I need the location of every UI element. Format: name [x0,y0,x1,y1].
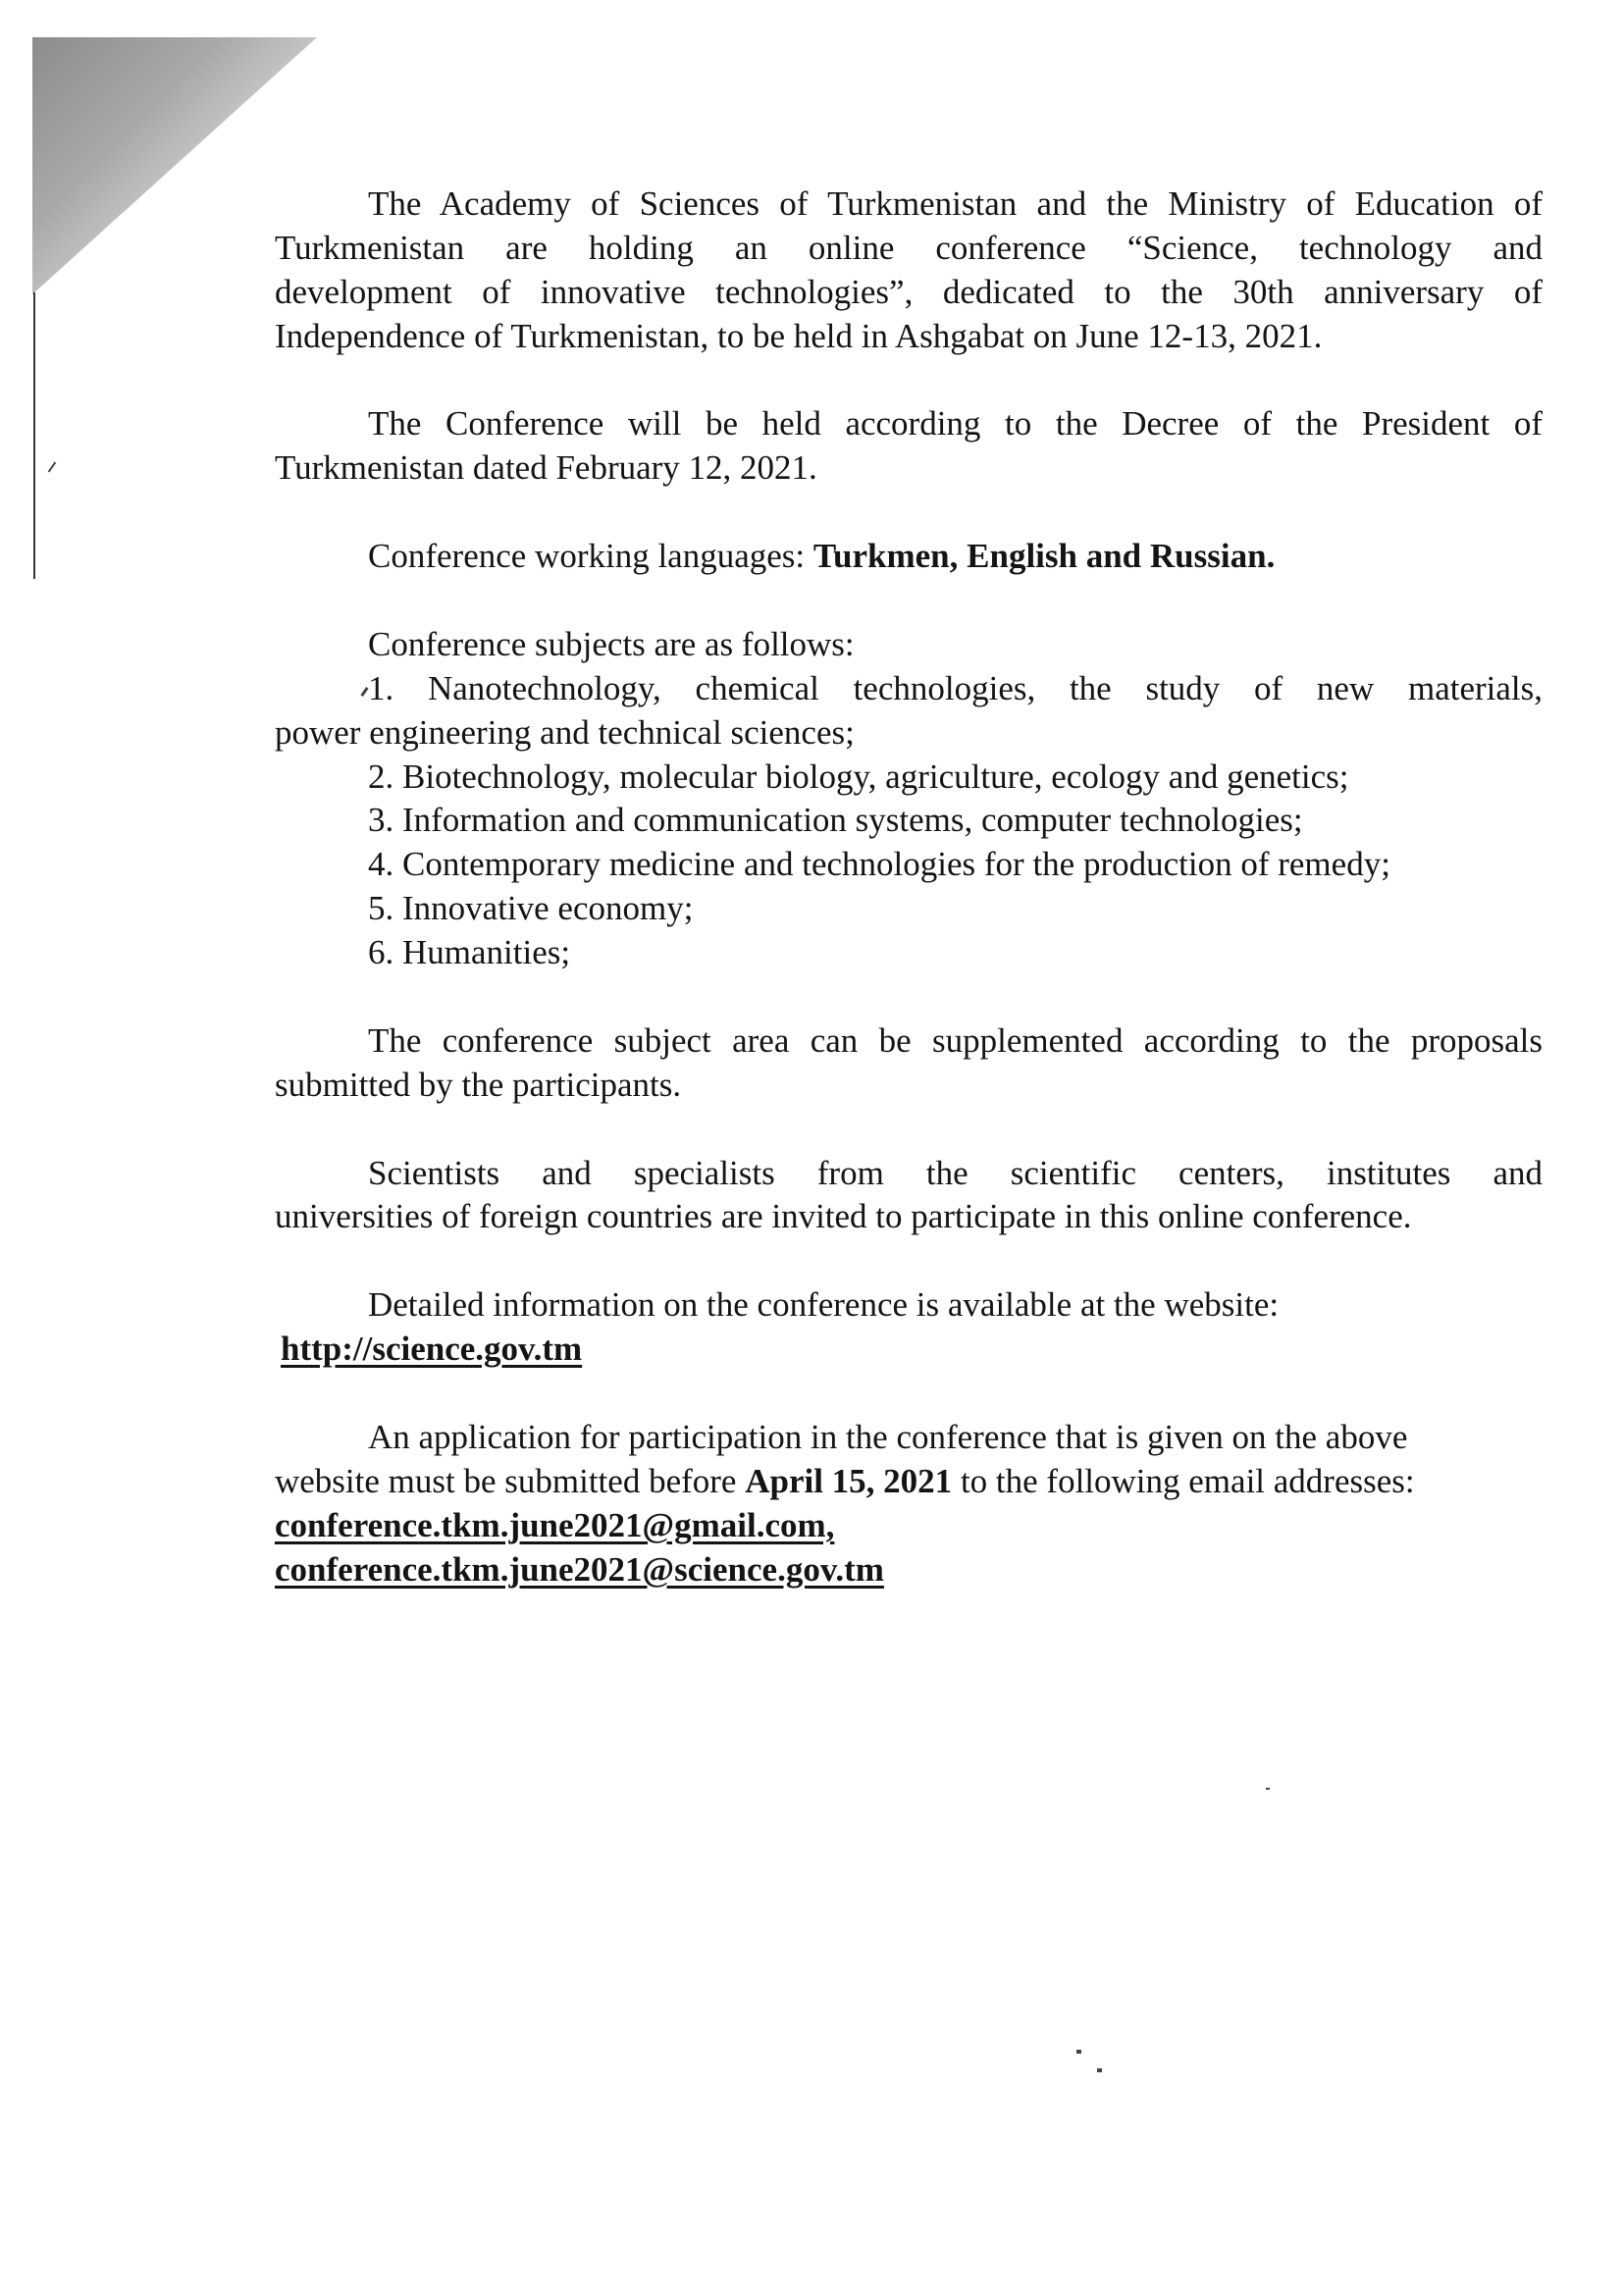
scan-speck [1266,1788,1270,1790]
text-line: Scientists and specialists from the scientific centers, institutes and [368,1153,1543,1192]
website-link[interactable]: http://science.gov.tm [281,1330,583,1369]
subject-item-5: 5. Innovative economy; [368,889,694,928]
subject-item-4: 4. Contemporary medicine and technologies for the production of remedy; [368,845,1390,884]
scan-speck [1097,2068,1102,2072]
text-line: submitted by the participants. [275,1065,682,1104]
subject-item-text: 1. Nanotechnology, chemical technologies, the study of new materials, [368,668,1543,707]
working-languages [275,535,1543,579]
application-section [275,1416,1543,1592]
subjects-heading: Conference subjects are as follows: [368,624,855,663]
text-line: The Academy of Sciences of Turkmenistan and the Ministry of Education of [368,184,1543,223]
languages-value: Turkmen, English and Russian. [812,537,1276,576]
paragraph-intro [275,183,1543,359]
paragraph-decree [275,402,1543,491]
application-text-after: to the following email addresses: [952,1461,1415,1500]
application-line-1: An application for participation in the conference that is given on the above [368,1417,1408,1456]
application-line-2 [275,1460,1543,1504]
email-link-science[interactable]: conference.tkm.june2021@science.gov.tm [275,1549,884,1589]
subject-item-text: power engineering and technical sciences; [275,712,855,752]
text-line: Turkmenistan dated February 12, 2021. [275,448,817,488]
document-body [275,183,1543,1592]
subjects-section [275,623,1543,975]
email-link-gmail[interactable]: conference.tkm.june2021@gmail.com, [275,1505,835,1544]
application-text-before: website must be submitted before [275,1461,746,1500]
text-line: The Conference will be held according to the Decree of the President of [368,404,1543,444]
subject-item-1 [275,667,1543,756]
scan-speck [1076,2050,1081,2054]
subject-item-6: 6. Humanities; [368,933,571,972]
text-line: development of innovative technologies”, dedicated to the 30th anniversary of [275,272,1543,311]
website-text: Detailed information on the conference is available at the website: [368,1285,1280,1325]
application-deadline: April 15, 2021 [745,1461,953,1500]
subject-item-3: 3. Information and communication systems, computer technologies; [368,801,1303,840]
paragraph-supplement [275,1019,1543,1108]
website-section [275,1283,1543,1372]
paragraph-invite [275,1152,1543,1240]
languages-label: Conference working languages: [368,537,813,576]
scan-speck [48,462,57,473]
text-line: Turkmenistan are holding an online conference “Science, technology and [275,228,1543,267]
text-line: universities of foreign countries are invited to participate in this online conference. [275,1197,1412,1236]
text-line: Independence of Turkmenistan, to be held in Ashgabat on June 12-13, 2021. [275,316,1323,355]
subject-item-2: 2. Biotechnology, molecular biology, agriculture, ecology and genetics; [368,757,1349,796]
text-line: The conference subject area can be supplemented according to the proposals [368,1020,1543,1060]
scan-edge-line [33,292,35,579]
